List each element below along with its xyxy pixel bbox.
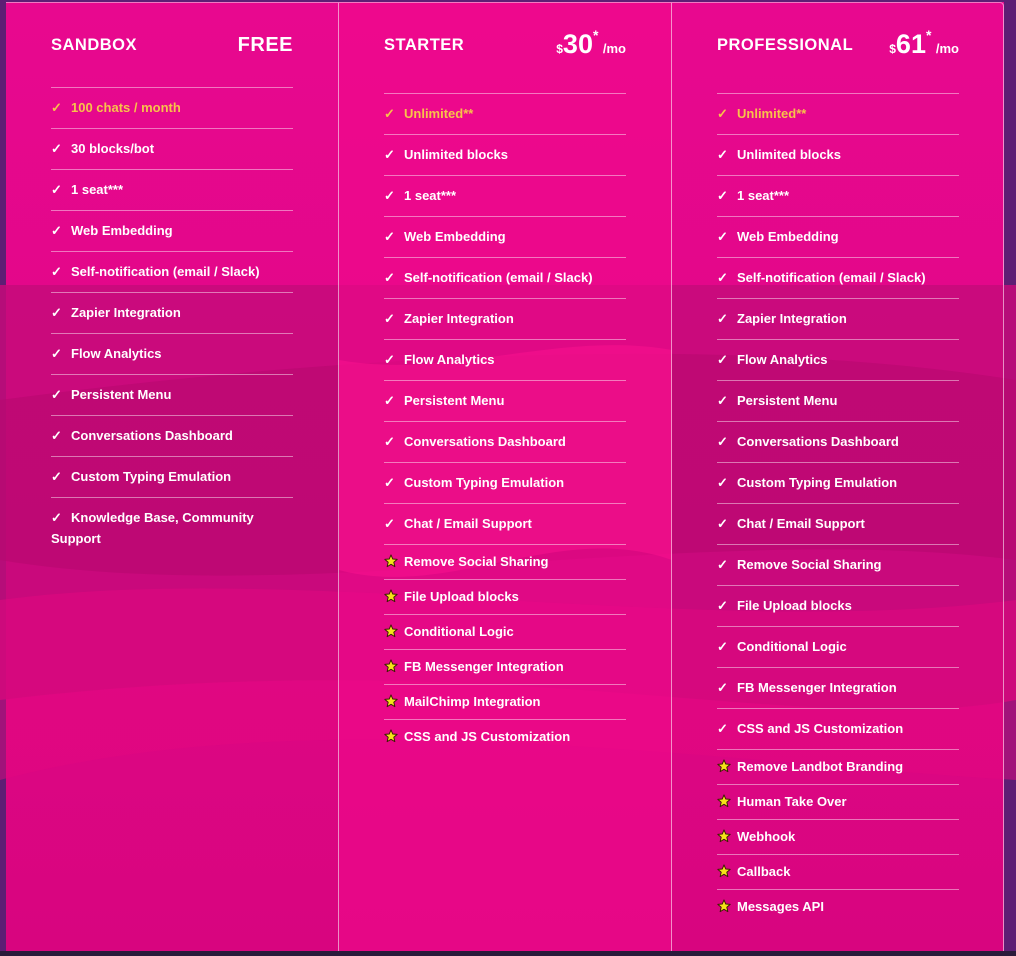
check-icon: ✓ <box>384 434 395 449</box>
plan-card-starter <box>339 2 672 952</box>
feature-label: Self-notification (email / Slack) <box>404 270 593 285</box>
feature-list <box>717 93 959 925</box>
feature-item <box>51 457 293 498</box>
feature-item <box>717 586 959 627</box>
star-icon <box>384 554 398 568</box>
feature-item <box>51 252 293 293</box>
feature-list <box>51 87 293 559</box>
feature-label: Unlimited blocks <box>404 147 509 162</box>
feature-label: Messages API <box>737 899 824 914</box>
star-icon <box>717 864 731 878</box>
feature-label: Chat / Email Support <box>737 516 865 531</box>
plan-price <box>889 29 959 60</box>
check-icon: ✓ <box>717 270 728 285</box>
feature-label: 30 blocks/bot <box>71 141 155 156</box>
feature-item <box>51 293 293 334</box>
feature-item <box>384 381 626 422</box>
feature-item <box>51 170 293 211</box>
price-currency: $ <box>556 42 563 56</box>
star-icon <box>384 659 398 673</box>
feature-item <box>717 750 959 785</box>
check-icon: ✓ <box>384 393 395 408</box>
check-icon: ✓ <box>717 721 728 736</box>
feature-label: 100 chats / month <box>71 100 181 115</box>
feature-item <box>717 785 959 820</box>
check-icon: ✓ <box>717 680 728 695</box>
feature-label: FB Messenger Integration <box>737 680 897 695</box>
check-icon: ✓ <box>384 270 395 285</box>
feature-item <box>384 650 626 685</box>
check-icon: ✓ <box>717 106 728 121</box>
feature-label: FB Messenger Integration <box>404 659 564 674</box>
feature-item <box>384 580 626 615</box>
feature-label: Zapier Integration <box>404 311 514 326</box>
feature-item <box>384 258 626 299</box>
feature-label: File Upload blocks <box>404 589 519 604</box>
feature-item <box>717 890 959 925</box>
feature-item <box>384 135 626 176</box>
feature-label: Persistent Menu <box>71 387 172 402</box>
star-icon <box>384 589 398 603</box>
check-icon: ✓ <box>384 352 395 367</box>
feature-label: Persistent Menu <box>404 393 505 408</box>
feature-label: Unlimited blocks <box>737 147 842 162</box>
feature-label: MailChimp Integration <box>404 694 541 709</box>
plan-name: PROFESSIONAL <box>717 36 854 54</box>
feature-label: Web Embedding <box>404 229 506 244</box>
feature-label: Human Take Over <box>737 794 847 809</box>
feature-label: Zapier Integration <box>71 305 181 320</box>
feature-label: File Upload blocks <box>737 598 852 613</box>
feature-label: Self-notification (email / Slack) <box>737 270 926 285</box>
feature-label: Conversations Dashboard <box>404 434 566 449</box>
check-icon: ✓ <box>717 557 728 572</box>
price-amount: 30 <box>562 29 593 59</box>
star-icon <box>384 729 398 743</box>
feature-item <box>717 627 959 668</box>
star-icon <box>717 899 731 913</box>
feature-item <box>384 217 626 258</box>
feature-item <box>51 334 293 375</box>
check-icon: ✓ <box>384 229 395 244</box>
feature-label: Flow Analytics <box>737 352 828 367</box>
feature-label: Conditional Logic <box>737 639 847 654</box>
check-icon: ✓ <box>51 469 62 484</box>
price-asterisk: * <box>925 27 932 43</box>
feature-item <box>384 545 626 580</box>
check-icon: ✓ <box>51 264 62 279</box>
star-icon <box>717 829 731 843</box>
feature-label: Zapier Integration <box>737 311 847 326</box>
feature-label: Web Embedding <box>71 223 173 238</box>
feature-label: Knowledge Base, Community Support <box>51 510 254 546</box>
check-icon: ✓ <box>717 639 728 654</box>
bottom-bar <box>0 951 1016 956</box>
feature-item <box>384 504 626 545</box>
feature-item <box>384 176 626 217</box>
feature-label: Conditional Logic <box>404 624 514 639</box>
feature-label: Persistent Menu <box>737 393 838 408</box>
feature-item <box>717 463 959 504</box>
feature-item <box>717 545 959 586</box>
plan-header <box>717 3 959 87</box>
plan-price <box>556 29 626 60</box>
check-icon: ✓ <box>51 428 62 443</box>
check-icon: ✓ <box>51 305 62 320</box>
feature-item <box>51 88 293 129</box>
feature-label: CSS and JS Customization <box>404 729 571 744</box>
check-icon: ✓ <box>51 141 62 156</box>
feature-item <box>384 94 626 135</box>
star-icon <box>717 794 731 808</box>
check-icon: ✓ <box>51 182 62 197</box>
price-period: /mo <box>935 41 959 56</box>
plan-name: STARTER <box>384 36 465 54</box>
feature-item <box>51 416 293 457</box>
feature-item <box>384 720 626 755</box>
feature-label: 1 seat*** <box>404 188 457 203</box>
check-icon: ✓ <box>717 229 728 244</box>
check-icon: ✓ <box>717 393 728 408</box>
feature-item <box>717 422 959 463</box>
check-icon: ✓ <box>717 188 728 203</box>
feature-item <box>51 129 293 170</box>
feature-item <box>717 855 959 890</box>
check-icon: ✓ <box>51 387 62 402</box>
check-icon: ✓ <box>384 147 395 162</box>
check-icon: ✓ <box>384 475 395 490</box>
feature-item <box>717 135 959 176</box>
feature-item <box>384 463 626 504</box>
price-amount: 61 <box>895 29 926 59</box>
feature-item <box>717 299 959 340</box>
check-icon: ✓ <box>717 147 728 162</box>
feature-label: CSS and JS Customization <box>737 721 904 736</box>
feature-item <box>51 375 293 416</box>
feature-label: Remove Social Sharing <box>737 557 882 572</box>
star-icon <box>717 759 731 773</box>
price-period: /mo <box>602 41 626 56</box>
check-icon: ✓ <box>717 311 728 326</box>
check-icon: ✓ <box>384 106 395 121</box>
feature-label: Remove Social Sharing <box>404 554 549 569</box>
plan-header <box>384 3 626 87</box>
check-icon: ✓ <box>717 352 728 367</box>
feature-item <box>384 340 626 381</box>
price-asterisk: * <box>592 27 599 43</box>
check-icon: ✓ <box>51 346 62 361</box>
check-icon: ✓ <box>717 475 728 490</box>
feature-item <box>717 504 959 545</box>
check-icon: ✓ <box>51 510 62 525</box>
check-icon: ✓ <box>717 598 728 613</box>
check-icon: ✓ <box>717 434 728 449</box>
feature-item <box>717 381 959 422</box>
feature-item <box>717 94 959 135</box>
feature-label: Callback <box>737 864 791 879</box>
plan-card-professional <box>672 2 1004 952</box>
check-icon: ✓ <box>717 516 728 531</box>
feature-label: 1 seat*** <box>737 188 790 203</box>
check-icon: ✓ <box>384 516 395 531</box>
check-icon: ✓ <box>51 100 62 115</box>
star-icon <box>384 694 398 708</box>
feature-label: Webhook <box>737 829 796 844</box>
price-currency: $ <box>889 42 896 56</box>
feature-list <box>384 93 626 755</box>
feature-label: 1 seat*** <box>71 182 124 197</box>
feature-item <box>717 668 959 709</box>
feature-label: Unlimited** <box>404 106 474 121</box>
plan-header <box>51 3 293 87</box>
feature-item <box>717 176 959 217</box>
feature-item <box>384 299 626 340</box>
feature-label: Custom Typing Emulation <box>737 475 898 490</box>
feature-label: Unlimited** <box>737 106 807 121</box>
feature-item <box>717 258 959 299</box>
feature-item <box>384 422 626 463</box>
feature-label: Remove Landbot Branding <box>737 759 904 774</box>
plan-name: SANDBOX <box>51 36 138 54</box>
check-icon: ✓ <box>384 311 395 326</box>
feature-label: Flow Analytics <box>71 346 162 361</box>
feature-label: Self-notification (email / Slack) <box>71 264 260 279</box>
feature-item <box>717 820 959 855</box>
feature-item <box>51 498 293 559</box>
feature-item <box>717 709 959 750</box>
feature-item <box>51 211 293 252</box>
feature-label: Conversations Dashboard <box>737 434 899 449</box>
feature-label: Chat / Email Support <box>404 516 532 531</box>
feature-item <box>384 685 626 720</box>
plan-card-sandbox <box>6 2 339 952</box>
plan-price: FREE <box>237 34 293 56</box>
feature-item <box>384 615 626 650</box>
feature-label: Custom Typing Emulation <box>404 475 565 490</box>
feature-label: Conversations Dashboard <box>71 428 233 443</box>
check-icon: ✓ <box>51 223 62 238</box>
star-icon <box>384 624 398 638</box>
feature-label: Custom Typing Emulation <box>71 469 232 484</box>
feature-item <box>717 340 959 381</box>
check-icon: ✓ <box>384 188 395 203</box>
feature-label: Flow Analytics <box>404 352 495 367</box>
feature-label: Web Embedding <box>737 229 839 244</box>
feature-item <box>717 217 959 258</box>
